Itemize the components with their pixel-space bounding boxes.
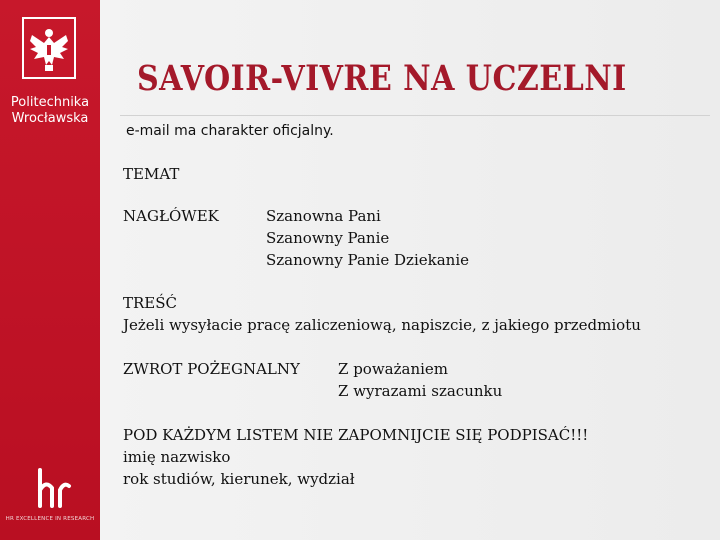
naglowek-option: Szanowny Panie Dziekanie [266, 251, 469, 269]
sidebar [0, 0, 100, 540]
university-name-line2: Wrocławska [11, 111, 89, 126]
podpis-line: rok studiów, kierunek, wydział [123, 470, 355, 488]
eagle-crest-icon [22, 17, 76, 79]
university-name [0, 95, 100, 127]
hr-logo-icon [34, 466, 72, 510]
podpis-line: imię nazwisko [123, 448, 231, 466]
naglowek-label: NAGŁÓWEK [123, 207, 219, 225]
university-name-line1: Politechnika [10, 95, 90, 110]
podpis-heading: POD KAŻDYM LISTEM NIE ZAPOMNIJCIE SIĘ PODPISAĆ!!! [123, 426, 589, 444]
hr-caption: HR EXCELLENCE IN RESEARCH [5, 516, 95, 522]
title-divider [120, 115, 710, 116]
tresc-label: TREŚĆ [123, 294, 178, 312]
tresc-text: Jeżeli wysyłacie pracę zaliczeniową, napiszcie, z jakiego przedmiotu [123, 316, 641, 334]
zwrot-option: Z poważaniem [338, 360, 449, 378]
intro-text: e-mail ma charakter oficjalny. [126, 123, 334, 139]
naglowek-option: Szanowna Pani [266, 207, 381, 225]
temat-label: TEMAT [123, 165, 180, 183]
zwrot-label: ZWROT POŻEGNALNY [123, 360, 300, 378]
zwrot-option: Z wyrazami szacunku [338, 382, 503, 400]
slide-title: SAVOIR-VIVRE NA UCZELNI [137, 58, 627, 99]
naglowek-option: Szanowny Panie [266, 229, 390, 247]
